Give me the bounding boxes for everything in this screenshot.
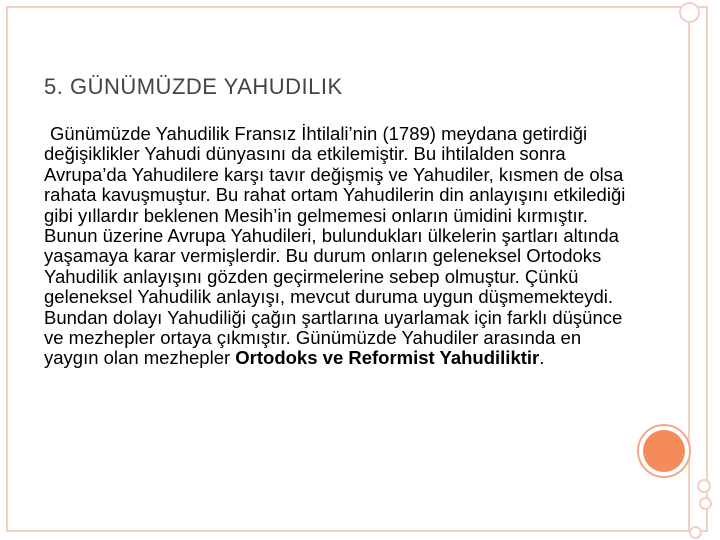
slide-title: 5. GÜNÜMÜZDE YAHUDILIK bbox=[44, 74, 343, 99]
decorative-circle-small bbox=[697, 479, 711, 493]
decorative-circle-top bbox=[679, 2, 700, 23]
body-text: Günümüzde Yahudilik Fransız İhtilali’nin (1789) meydana getirdiği değişiklikler Yahudi dünyasını da etkilemiştir. Bu ihtilalden sonra Avrupa’da Yahudilere karşı tavır değişmiş ve Yahudiler, kısmen de olsa rahata kavuşmuştur. Bu rahat ortam Yahudilerin din anlayışını etkilediği gibi yıllardır beklenen Mesih’in gelmemesi onların ümidini kırmıştır. Bunun üzerine Avrupa Yahudileri, bulundukları ülkelerin şartları altında yaşamaya karar vermişlerdir. Bu durum onların geleneksel Ortodoks Yahudilik anlayışını gözden geçirmelerine sebep olmuştur. Çünkü geleneksel Yahudilik anlayışı, mevcut duruma uygun düşmemekteydi. Bundan dolayı Yahudiliği çağın şartlarına uyarlamak için farklı düşünce ve mezhepler ortaya çıkmıştır. Günümüzde Yahudiler arasında en yaygın olan mezhepler bbox=[44, 123, 626, 369]
slide-body bbox=[44, 124, 634, 369]
decorative-circle-accent bbox=[643, 430, 685, 472]
decorative-circle-small bbox=[689, 526, 702, 539]
decorative-circle-small bbox=[699, 497, 712, 510]
body-emphasis: Ortodoks ve Reformist Yahudiliktir bbox=[235, 347, 540, 369]
body-end: . bbox=[539, 347, 545, 369]
